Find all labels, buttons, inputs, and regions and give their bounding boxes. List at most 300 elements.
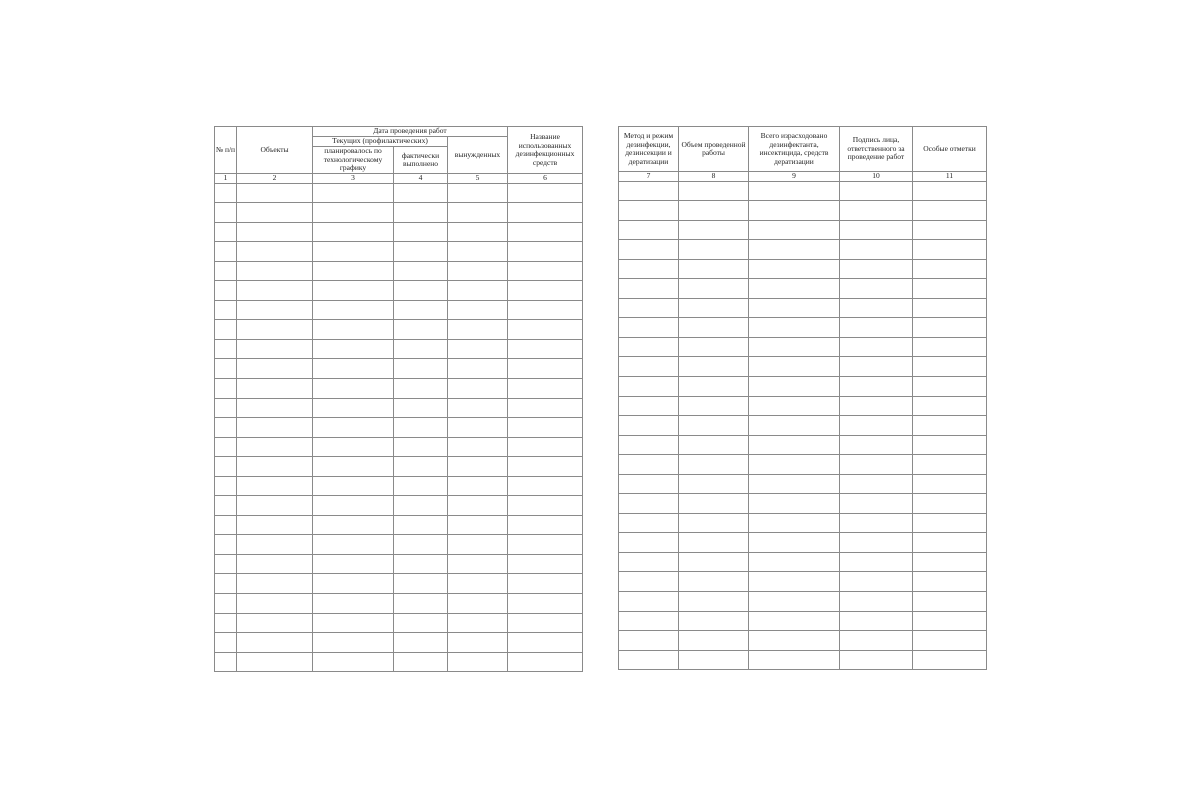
table-cell[interactable] <box>237 183 313 203</box>
table-cell[interactable] <box>313 242 394 262</box>
table-cell[interactable] <box>679 650 749 670</box>
table-cell[interactable] <box>840 455 913 475</box>
table-cell[interactable] <box>508 554 583 574</box>
table-cell[interactable] <box>237 535 313 555</box>
table-cell[interactable] <box>679 631 749 651</box>
table-cell[interactable] <box>394 281 448 301</box>
table-cell[interactable] <box>679 318 749 338</box>
table-cell[interactable] <box>619 533 679 553</box>
table-cell[interactable] <box>237 398 313 418</box>
table-cell[interactable] <box>913 572 987 592</box>
table-cell[interactable] <box>679 611 749 631</box>
table-cell[interactable] <box>913 533 987 553</box>
table-cell[interactable] <box>448 281 508 301</box>
table-cell[interactable] <box>237 457 313 477</box>
header-row-number: № п/п <box>215 127 237 174</box>
header-planned: планировалось по технологическому графику <box>313 147 394 174</box>
table-cell[interactable] <box>215 242 237 262</box>
table-cell[interactable] <box>394 222 448 242</box>
table-cell[interactable] <box>508 281 583 301</box>
table-cell[interactable] <box>448 183 508 203</box>
table-cell[interactable] <box>679 416 749 436</box>
table-cell[interactable] <box>913 591 987 611</box>
table-cell[interactable] <box>448 378 508 398</box>
table-cell[interactable] <box>313 281 394 301</box>
table-cell[interactable] <box>237 300 313 320</box>
table-cell[interactable] <box>913 259 987 279</box>
table-cell[interactable] <box>215 535 237 555</box>
table-cell[interactable] <box>913 474 987 494</box>
table-cell[interactable] <box>913 337 987 357</box>
table-cell[interactable] <box>749 240 840 260</box>
table-cell[interactable] <box>237 437 313 457</box>
table-cell[interactable] <box>619 650 679 670</box>
table-cell[interactable] <box>619 591 679 611</box>
table-cell[interactable] <box>749 220 840 240</box>
table-cell[interactable] <box>679 337 749 357</box>
table-cell[interactable] <box>448 652 508 672</box>
header-consumed-total: Всего израсходовано дезинфектанта, инсектицида, средств дератизации <box>749 127 840 172</box>
table-cell[interactable] <box>215 320 237 340</box>
table-cell[interactable] <box>508 437 583 457</box>
table-cell[interactable] <box>508 633 583 653</box>
table-cell[interactable] <box>619 318 679 338</box>
table-cell[interactable] <box>619 572 679 592</box>
table-cell[interactable] <box>313 418 394 438</box>
table-cell[interactable] <box>508 613 583 633</box>
table-cell[interactable] <box>237 281 313 301</box>
table-cell[interactable] <box>508 398 583 418</box>
table-cell[interactable] <box>508 183 583 203</box>
table-cell[interactable] <box>619 181 679 201</box>
table-cell[interactable] <box>913 181 987 201</box>
column-number: 11 <box>913 172 987 182</box>
table-cell[interactable] <box>215 203 237 223</box>
column-number: 2 <box>237 174 313 184</box>
table-cell[interactable] <box>619 416 679 436</box>
table-cell[interactable] <box>840 220 913 240</box>
table-cell[interactable] <box>448 593 508 613</box>
table-cell[interactable] <box>679 591 749 611</box>
table-cell[interactable] <box>448 418 508 438</box>
table-cell[interactable] <box>619 279 679 299</box>
table-cell[interactable] <box>394 613 448 633</box>
table-cell[interactable] <box>394 515 448 535</box>
table-cell[interactable] <box>749 201 840 221</box>
table-cell[interactable] <box>749 259 840 279</box>
table-cell[interactable] <box>749 650 840 670</box>
table-cell[interactable] <box>913 220 987 240</box>
table-cell[interactable] <box>215 496 237 516</box>
table-cell[interactable] <box>679 494 749 514</box>
table-cell[interactable] <box>215 300 237 320</box>
table-cell[interactable] <box>619 337 679 357</box>
table-cell[interactable] <box>448 535 508 555</box>
table-cell[interactable] <box>679 298 749 318</box>
table-cell[interactable] <box>237 242 313 262</box>
table-cell[interactable] <box>313 476 394 496</box>
table-cell[interactable] <box>840 259 913 279</box>
table-cell[interactable] <box>749 631 840 651</box>
table-cell[interactable] <box>679 201 749 221</box>
table-cell[interactable] <box>237 574 313 594</box>
table-cell[interactable] <box>237 496 313 516</box>
table-cell[interactable] <box>840 494 913 514</box>
table-cell[interactable] <box>840 650 913 670</box>
table-cell[interactable] <box>840 181 913 201</box>
table-cell[interactable] <box>394 320 448 340</box>
table-cell[interactable] <box>679 435 749 455</box>
table-cell[interactable] <box>448 633 508 653</box>
table-cell[interactable] <box>840 631 913 651</box>
table-cell[interactable] <box>840 337 913 357</box>
table-cell[interactable] <box>619 396 679 416</box>
table-cell[interactable] <box>313 613 394 633</box>
column-number: 7 <box>619 172 679 182</box>
table-cell[interactable] <box>394 378 448 398</box>
table-cell[interactable] <box>840 552 913 572</box>
column-number: 5 <box>448 174 508 184</box>
table-row <box>619 591 987 611</box>
table-cell[interactable] <box>313 437 394 457</box>
table-cell[interactable] <box>394 418 448 438</box>
table-cell[interactable] <box>448 457 508 477</box>
table-cell[interactable] <box>394 242 448 262</box>
table-cell[interactable] <box>679 572 749 592</box>
table-cell[interactable] <box>913 611 987 631</box>
table-cell[interactable] <box>840 474 913 494</box>
table-cell[interactable] <box>394 203 448 223</box>
table-cell[interactable] <box>448 613 508 633</box>
table-cell[interactable] <box>749 181 840 201</box>
table-cell[interactable] <box>619 220 679 240</box>
table-cell[interactable] <box>215 476 237 496</box>
table-cell[interactable] <box>749 552 840 572</box>
column-number: 8 <box>679 172 749 182</box>
table-cell[interactable] <box>840 240 913 260</box>
table-cell[interactable] <box>840 298 913 318</box>
table-cell[interactable] <box>215 261 237 281</box>
table-cell[interactable] <box>313 320 394 340</box>
table-cell[interactable] <box>215 515 237 535</box>
table-cell[interactable] <box>215 418 237 438</box>
table-cell[interactable] <box>394 476 448 496</box>
table-cell[interactable] <box>448 359 508 379</box>
table-cell[interactable] <box>913 318 987 338</box>
table-cell[interactable] <box>215 183 237 203</box>
table-cell[interactable] <box>749 337 840 357</box>
table-cell[interactable] <box>237 554 313 574</box>
table-cell[interactable] <box>840 513 913 533</box>
table-cell[interactable] <box>619 357 679 377</box>
table-cell[interactable] <box>448 496 508 516</box>
table-cell[interactable] <box>215 593 237 613</box>
table-cell[interactable] <box>394 261 448 281</box>
table-cell[interactable] <box>619 552 679 572</box>
disinfection-log-left-page <box>214 126 583 672</box>
table-row <box>215 320 583 340</box>
table-cell[interactable] <box>448 339 508 359</box>
table-cell[interactable] <box>619 376 679 396</box>
table-cell[interactable] <box>508 593 583 613</box>
table-cell[interactable] <box>619 240 679 260</box>
table-cell[interactable] <box>840 376 913 396</box>
table-cell[interactable] <box>313 574 394 594</box>
table-cell[interactable] <box>679 181 749 201</box>
table-row <box>215 535 583 555</box>
table-cell[interactable] <box>394 633 448 653</box>
table-cell[interactable] <box>448 320 508 340</box>
table-cell[interactable] <box>313 300 394 320</box>
table-row <box>619 533 987 553</box>
table-cell[interactable] <box>448 242 508 262</box>
table-cell[interactable] <box>508 300 583 320</box>
table-cell[interactable] <box>749 318 840 338</box>
table-cell[interactable] <box>508 359 583 379</box>
table-cell[interactable] <box>749 513 840 533</box>
table-cell[interactable] <box>840 533 913 553</box>
table-cell[interactable] <box>840 572 913 592</box>
table-cell[interactable] <box>237 359 313 379</box>
table-cell[interactable] <box>313 496 394 516</box>
table-cell[interactable] <box>237 378 313 398</box>
table-cell[interactable] <box>313 359 394 379</box>
table-cell[interactable] <box>913 298 987 318</box>
table-cell[interactable] <box>679 259 749 279</box>
table-cell[interactable] <box>508 535 583 555</box>
table-cell[interactable] <box>679 357 749 377</box>
table-cell[interactable] <box>679 396 749 416</box>
table-cell[interactable] <box>215 437 237 457</box>
table-cell[interactable] <box>679 455 749 475</box>
table-cell[interactable] <box>619 435 679 455</box>
table-cell[interactable] <box>237 203 313 223</box>
table-cell[interactable] <box>394 535 448 555</box>
table-cell[interactable] <box>215 339 237 359</box>
table-cell[interactable] <box>394 339 448 359</box>
table-cell[interactable] <box>313 593 394 613</box>
table-cell[interactable] <box>749 591 840 611</box>
table-cell[interactable] <box>913 357 987 377</box>
table-cell[interactable] <box>394 398 448 418</box>
table-cell[interactable] <box>913 494 987 514</box>
table-cell[interactable] <box>679 279 749 299</box>
table-cell[interactable] <box>913 650 987 670</box>
table-cell[interactable] <box>679 240 749 260</box>
table-row <box>215 574 583 594</box>
table-cell[interactable] <box>913 435 987 455</box>
table-cell[interactable] <box>215 457 237 477</box>
table-cell[interactable] <box>448 515 508 535</box>
column-number: 4 <box>394 174 448 184</box>
table-row <box>619 650 987 670</box>
table-cell[interactable] <box>215 378 237 398</box>
table-cell[interactable] <box>448 574 508 594</box>
table-cell[interactable] <box>394 554 448 574</box>
table-cell[interactable] <box>215 359 237 379</box>
table-cell[interactable] <box>508 496 583 516</box>
table-cell[interactable] <box>749 474 840 494</box>
table-cell[interactable] <box>840 357 913 377</box>
table-cell[interactable] <box>749 494 840 514</box>
table-cell[interactable] <box>313 633 394 653</box>
column-number: 10 <box>840 172 913 182</box>
table-cell[interactable] <box>913 376 987 396</box>
table-cell[interactable] <box>749 279 840 299</box>
table-cell[interactable] <box>394 496 448 516</box>
table-cell[interactable] <box>394 300 448 320</box>
table-cell[interactable] <box>749 611 840 631</box>
table-cell[interactable] <box>237 652 313 672</box>
table-cell[interactable] <box>619 611 679 631</box>
table-cell[interactable] <box>237 476 313 496</box>
header-forced: вынужденных <box>448 137 508 174</box>
table-cell[interactable] <box>840 416 913 436</box>
table-cell[interactable] <box>215 652 237 672</box>
table-cell[interactable] <box>679 533 749 553</box>
table-cell[interactable] <box>913 201 987 221</box>
table-cell[interactable] <box>448 476 508 496</box>
table-cell[interactable] <box>508 242 583 262</box>
table-cell[interactable] <box>313 183 394 203</box>
table-cell[interactable] <box>749 416 840 436</box>
table-cell[interactable] <box>840 591 913 611</box>
table-cell[interactable] <box>679 474 749 494</box>
table-cell[interactable] <box>619 259 679 279</box>
table-cell[interactable] <box>215 554 237 574</box>
table-cell[interactable] <box>313 222 394 242</box>
table-cell[interactable] <box>313 378 394 398</box>
table-cell[interactable] <box>679 513 749 533</box>
table-cell[interactable] <box>313 652 394 672</box>
table-cell[interactable] <box>508 378 583 398</box>
table-cell[interactable] <box>679 220 749 240</box>
table-cell[interactable] <box>508 339 583 359</box>
table-cell[interactable] <box>215 574 237 594</box>
table-cell[interactable] <box>749 435 840 455</box>
table-cell[interactable] <box>508 515 583 535</box>
table-cell[interactable] <box>508 418 583 438</box>
table-cell[interactable] <box>237 222 313 242</box>
table-cell[interactable] <box>448 203 508 223</box>
table-cell[interactable] <box>313 398 394 418</box>
table-cell[interactable] <box>679 376 749 396</box>
table-cell[interactable] <box>840 318 913 338</box>
table-cell[interactable] <box>237 593 313 613</box>
table-cell[interactable] <box>508 652 583 672</box>
table-cell[interactable] <box>313 515 394 535</box>
table-cell[interactable] <box>749 533 840 553</box>
table-row <box>619 259 987 279</box>
table-row <box>215 515 583 535</box>
table-row <box>619 474 987 494</box>
table-cell[interactable] <box>394 593 448 613</box>
table-cell[interactable] <box>313 339 394 359</box>
table-cell[interactable] <box>237 515 313 535</box>
table-cell[interactable] <box>448 554 508 574</box>
table-cell[interactable] <box>394 652 448 672</box>
table-cell[interactable] <box>215 398 237 418</box>
table-cell[interactable] <box>619 455 679 475</box>
header-disinfectant-names: Название использованных дезинфекционных средств <box>508 127 583 174</box>
table-cell[interactable] <box>237 339 313 359</box>
table-cell[interactable] <box>508 222 583 242</box>
table-cell[interactable] <box>448 261 508 281</box>
table-cell[interactable] <box>913 240 987 260</box>
table-cell[interactable] <box>913 631 987 651</box>
table-cell[interactable] <box>237 633 313 653</box>
table-cell[interactable] <box>749 396 840 416</box>
table-cell[interactable] <box>237 320 313 340</box>
table-cell[interactable] <box>840 435 913 455</box>
table-cell[interactable] <box>619 298 679 318</box>
table-cell[interactable] <box>313 554 394 574</box>
table-cell[interactable] <box>619 631 679 651</box>
table-cell[interactable] <box>749 376 840 396</box>
table-cell[interactable] <box>394 574 448 594</box>
table-cell[interactable] <box>619 474 679 494</box>
table-cell[interactable] <box>394 437 448 457</box>
table-cell[interactable] <box>749 455 840 475</box>
table-cell[interactable] <box>749 357 840 377</box>
table-cell[interactable] <box>619 494 679 514</box>
table-cell[interactable] <box>448 437 508 457</box>
table-cell[interactable] <box>840 279 913 299</box>
table-cell[interactable] <box>619 201 679 221</box>
table-cell[interactable] <box>313 261 394 281</box>
table-cell[interactable] <box>394 457 448 477</box>
table-cell[interactable] <box>913 396 987 416</box>
table-cell[interactable] <box>913 416 987 436</box>
table-cell[interactable] <box>508 320 583 340</box>
table-cell[interactable] <box>619 513 679 533</box>
table-cell[interactable] <box>913 552 987 572</box>
table-cell[interactable] <box>448 300 508 320</box>
table-cell[interactable] <box>508 457 583 477</box>
table-cell[interactable] <box>679 552 749 572</box>
table-cell[interactable] <box>313 203 394 223</box>
table-cell[interactable] <box>237 418 313 438</box>
table-cell[interactable] <box>508 261 583 281</box>
table-cell[interactable] <box>840 201 913 221</box>
table-cell[interactable] <box>913 455 987 475</box>
table-cell[interactable] <box>913 513 987 533</box>
table-cell[interactable] <box>394 183 448 203</box>
table-cell[interactable] <box>237 613 313 633</box>
table-cell[interactable] <box>313 535 394 555</box>
table-cell[interactable] <box>913 279 987 299</box>
table-cell[interactable] <box>840 611 913 631</box>
table-cell[interactable] <box>448 222 508 242</box>
table-cell[interactable] <box>749 298 840 318</box>
table-cell[interactable] <box>508 203 583 223</box>
table-row <box>619 298 987 318</box>
table-cell[interactable] <box>749 572 840 592</box>
table-cell[interactable] <box>313 457 394 477</box>
table-cell[interactable] <box>215 633 237 653</box>
table-cell[interactable] <box>215 613 237 633</box>
table-row <box>215 593 583 613</box>
header-work-date: Дата проведения работ <box>313 127 508 137</box>
table-cell[interactable] <box>237 261 313 281</box>
table-cell[interactable] <box>215 281 237 301</box>
table-cell[interactable] <box>840 396 913 416</box>
table-cell[interactable] <box>508 574 583 594</box>
table-cell[interactable] <box>508 476 583 496</box>
table-cell[interactable] <box>448 398 508 418</box>
table-cell[interactable] <box>394 359 448 379</box>
table-cell[interactable] <box>215 222 237 242</box>
